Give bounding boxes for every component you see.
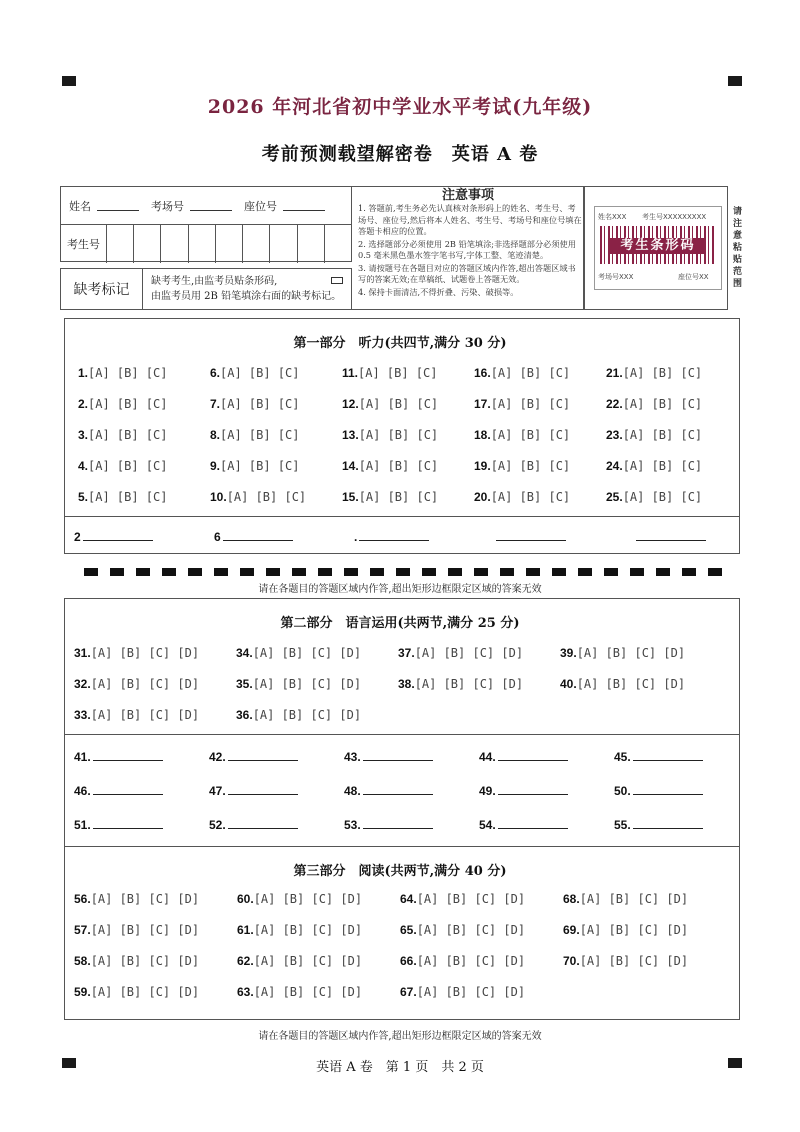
answer-options[interactable]: [A] [B] [C] [88,366,168,380]
exam-number-cell[interactable] [325,225,351,263]
answer-options[interactable]: [A] [B] [C] [D] [414,646,524,660]
exam-number-cell[interactable] [107,225,134,263]
answer-options[interactable]: [A] [B] [C] [D] [90,708,200,722]
alignment-marker [62,76,76,86]
answer-line[interactable] [228,819,298,829]
absent-text-line: 缺考考生,由监考员贴条形码, [151,276,278,287]
question-number: 2. [78,397,89,411]
question-number: 67. [400,985,417,999]
barcode-seat-text: 座位号XX [678,273,709,281]
mc-question[interactable] [400,954,525,968]
answer-options[interactable]: [A] [B] [C] [D] [414,677,524,691]
exam-number-cell[interactable] [243,225,270,263]
answer-line[interactable] [228,785,298,795]
question-number: 44. [479,750,496,764]
question-number: 6. [210,366,221,380]
answer-options[interactable]: [A] [B] [C] [490,366,571,380]
question-number: 66. [400,954,417,968]
answer-options[interactable]: [A] [B] [C] [358,397,439,411]
question-number: 55. [614,818,631,832]
answer-options[interactable]: [A] [B] [C] [220,459,300,473]
answer-options[interactable]: [A] [B] [C] [490,459,571,473]
mc-question[interactable] [400,985,525,999]
name-field[interactable] [97,201,139,211]
answer-line[interactable] [498,819,568,829]
part2-title: 第二部分 语言运用(共两节,满分 25 分) [280,616,520,631]
answer-options[interactable]: [A] [B] [C] [D] [416,985,526,999]
question-number: 22. [606,397,623,411]
question-number: 15. [342,490,359,504]
part1-title: 第一部分 听力(共四节,满分 30 分) [293,336,507,351]
answer-options[interactable]: [A] [B] [C] [D] [579,954,689,968]
question-number: 24. [606,459,623,473]
mc-question[interactable] [606,366,702,380]
answer-options[interactable]: [A] [B] [C] [358,366,438,380]
question-number: 12. [342,397,359,411]
mc-question[interactable] [474,459,570,473]
answer-line[interactable] [228,751,298,761]
mc-question[interactable] [74,985,199,999]
answer-line[interactable] [223,531,293,541]
question-number: 18. [474,428,491,442]
exam-number-label: 考生号 [61,225,107,263]
answer-options[interactable]: [A] [B] [C] [220,397,300,411]
fill-blank-question[interactable] [634,530,706,544]
name-label: 姓名 [69,199,91,213]
question-number: 50. [614,784,631,798]
barcode-room-text: 考场号XXX [598,273,634,281]
mc-question[interactable] [78,459,168,473]
absent-instructions [143,269,351,309]
answer-options[interactable]: [A] [B] [C] [220,366,300,380]
mc-question[interactable] [342,397,438,411]
mc-question[interactable] [78,397,168,411]
fill-blank-question[interactable] [344,818,433,832]
answer-line[interactable] [496,531,566,541]
fill-blank-question[interactable] [494,530,566,544]
room-field[interactable] [190,201,232,211]
fill-blank-question[interactable] [209,818,298,832]
fill-blank-question[interactable] [479,750,568,764]
question-number: 61. [237,923,254,937]
question-number: 47. [209,784,226,798]
question-number: 49. [479,784,496,798]
question-number: 19. [474,459,491,473]
dashed-divider [84,568,724,576]
mc-question[interactable] [474,366,570,380]
fill-blank-question[interactable] [209,784,298,798]
fill-blank-question[interactable] [479,818,568,832]
question-number: 52. [209,818,226,832]
question-number: 4. [78,459,89,473]
question-number: 62. [237,954,254,968]
question-number: 48. [344,784,361,798]
answer-options[interactable]: [A] [B] [C] [88,459,168,473]
mc-question[interactable] [342,428,438,442]
fill-blank-question[interactable] [209,750,298,764]
fill-blank-question[interactable] [74,750,163,764]
mc-question[interactable] [237,954,362,968]
fill-blank-question[interactable] [614,784,703,798]
alignment-marker [728,76,742,86]
note-item: 4. 保持卡面清洁,不得折叠、污染、破损等。 [358,286,519,297]
question-number: 45. [614,750,631,764]
barcode-label: 考生条形码 [610,238,706,254]
answer-line[interactable] [498,751,568,761]
question-number: 64. [400,892,417,906]
student-info-box [60,186,352,262]
fill-blank-question[interactable] [74,530,153,544]
mc-question[interactable] [237,923,362,937]
answer-options[interactable]: [A] [B] [C] [622,366,703,380]
fill-blank-question[interactable] [614,818,703,832]
question-number: . [354,530,358,544]
answer-line[interactable] [93,785,163,795]
exam-number-cell[interactable] [298,225,325,263]
mc-question[interactable] [236,708,361,722]
question-number: 70. [563,954,580,968]
answer-options[interactable]: [A] [B] [C] [490,490,571,504]
absent-mark-box [60,268,352,310]
answer-options[interactable]: [A] [B] [C] [D] [416,892,526,906]
answer-options[interactable]: [A] [B] [C] [358,490,439,504]
page-footer: 英语 A 卷 第 1 页 共 2 页 [316,1060,484,1075]
question-number: 40. [560,677,577,691]
mc-question[interactable] [563,923,688,937]
mc-question[interactable] [400,923,525,937]
answer-options[interactable]: [A] [B] [C] [88,490,168,504]
mc-question[interactable] [563,954,688,968]
answer-options[interactable]: [A] [B] [C] [D] [252,646,362,660]
answer-options[interactable]: [A] [B] [C] [D] [252,677,362,691]
exam-number-cell[interactable] [216,225,243,263]
area-instruction: 请在各题目的答题区域内作答,超出矩形边框限定区域的答案无效 [258,584,542,595]
answer-options[interactable]: [A] [B] [C] [88,397,168,411]
question-number: 65. [400,923,417,937]
answer-line[interactable] [363,819,433,829]
answer-line[interactable] [363,751,433,761]
fill-blank-question[interactable] [74,784,163,798]
student-info-row [61,187,351,225]
fill-blank-question[interactable] [614,750,703,764]
answer-line[interactable] [93,751,163,761]
answer-options[interactable]: [A] [B] [C] [358,428,439,442]
answer-options[interactable]: [A] [B] [C] [358,459,439,473]
exam-number-cell[interactable] [189,225,216,263]
note-item: 3. 请按题号在各题目对应的答题区域内作答,超出答题区域书写的答案无效;在草稿纸、试题卷上答题无效。 [358,262,576,284]
question-number: 39. [560,646,577,660]
mc-question[interactable] [237,892,362,906]
answer-options[interactable]: [A] [B] [C] [D] [252,708,362,722]
barcode-exam-number-text: 考生号XXXXXXXXX [642,213,707,221]
question-number: 56. [74,892,91,906]
mc-question[interactable] [237,985,362,999]
question-number: 57. [74,923,91,937]
question-number: 7. [210,397,221,411]
seat-field[interactable] [283,201,325,211]
barcode-name-text: 姓名XXX [598,213,627,221]
notes-list [358,203,582,299]
question-number: 36. [236,708,253,722]
mc-question[interactable] [210,490,306,504]
divider [64,734,740,735]
question-number: 42. [209,750,226,764]
question-number: 1. [78,366,89,380]
answer-options[interactable]: [A] [B] [C] [D] [253,923,363,937]
answer-options[interactable]: [A] [B] [C] [D] [90,677,200,691]
answer-options[interactable]: [A] [B] [C] [226,490,307,504]
answer-line[interactable] [363,785,433,795]
answer-line[interactable] [93,819,163,829]
answer-options[interactable]: [A] [B] [C] [220,428,300,442]
answer-options[interactable]: [A] [B] [C] [490,397,571,411]
question-number: 59. [74,985,91,999]
mc-question[interactable] [342,490,438,504]
part3-title: 第三部分 阅读(共两节,满分 40 分) [293,864,507,879]
answer-options[interactable]: [A] [B] [C] [D] [253,954,363,968]
mc-question[interactable] [74,954,199,968]
exam-number-cell[interactable] [161,225,188,263]
mc-question[interactable] [78,428,168,442]
paper-subtitle: 考前预测载望解密卷 英语 A 卷 [261,144,539,165]
fill-blank-question[interactable] [479,784,568,798]
divider [64,846,740,847]
answer-options[interactable]: [A] [B] [C] [D] [576,677,686,691]
exam-title: 2026 年河北省初中学业水平考试(九年级) [207,96,593,118]
exam-number-cell[interactable] [134,225,161,263]
question-number: 8. [210,428,221,442]
notes-title: 注意事项 [441,188,494,203]
answer-options[interactable]: [A] [B] [C] [88,428,168,442]
answer-line[interactable] [359,531,429,541]
question-number: 16. [474,366,491,380]
question-number: 58. [74,954,91,968]
question-number: 31. [74,646,91,660]
question-number: 13. [342,428,359,442]
note-item: 1. 答题前,考生务必先认真核对条形码上的姓名、考生号、考场号、座位号,然后将本人姓名、考生号、考场号和座位号填在答题卡相应的位置。 [358,203,582,236]
question-number: 37. [398,646,415,660]
mc-question[interactable] [398,646,523,660]
answer-options[interactable]: [A] [B] [C] [D] [576,646,686,660]
mc-question[interactable] [400,892,525,906]
answer-options[interactable]: [A] [B] [C] [D] [579,892,689,906]
question-number: 63. [237,985,254,999]
fill-blank-question[interactable] [74,818,163,832]
question-number: 33. [74,708,91,722]
answer-options[interactable]: [A] [B] [C] [D] [90,646,200,660]
question-number: 2 [74,530,81,544]
answer-options[interactable]: [A] [B] [C] [490,428,571,442]
mc-question[interactable] [74,677,199,691]
question-number: 68. [563,892,580,906]
question-number: 35. [236,677,253,691]
answer-line[interactable] [83,531,153,541]
answer-options[interactable]: [A] [B] [C] [622,490,703,504]
fill-blank-question[interactable] [354,530,429,544]
answer-options[interactable]: [A] [B] [C] [D] [253,985,363,999]
question-number: 69. [563,923,580,937]
mc-question[interactable] [210,428,300,442]
answer-options[interactable]: [A] [B] [C] [D] [90,985,200,999]
answer-options[interactable]: [A] [B] [C] [D] [253,892,363,906]
note-item: 2. 选择题部分必须使用 2B 铅笔填涂;非选择题部分必须使用 0.5 毫米黑色墨水签字笔书写,字体工整、笔迹清楚。 [358,238,576,260]
question-number: 11. [342,366,359,380]
fill-blank-question[interactable] [344,750,433,764]
answer-options[interactable]: [A] [B] [C] [622,397,703,411]
question-number: 20. [474,490,491,504]
mc-question[interactable] [560,646,685,660]
question-number: 60. [237,892,254,906]
answer-line[interactable] [633,819,703,829]
answer-options[interactable]: [A] [B] [C] [D] [90,954,200,968]
question-number: 43. [344,750,361,764]
question-number: 34. [236,646,253,660]
question-number: 38. [398,677,415,691]
mc-question[interactable] [563,892,688,906]
question-number: 14. [342,459,359,473]
question-number: 9. [210,459,221,473]
question-number: 21. [606,366,623,380]
fill-blank-question[interactable] [214,530,293,544]
answer-options[interactable]: [A] [B] [C] [D] [416,923,526,937]
answer-line[interactable] [633,751,703,761]
mc-question[interactable] [78,490,168,504]
mc-question[interactable] [236,677,361,691]
question-number: 23. [606,428,623,442]
answer-options[interactable]: [A] [B] [C] [D] [90,923,200,937]
divider [64,516,740,517]
barcode-side-note: 请注意粘贴范围 [733,207,743,289]
exam-number-cell[interactable] [270,225,297,263]
question-number: 6 [214,530,221,544]
mc-question[interactable] [236,646,361,660]
question-number: 53. [344,818,361,832]
answer-options[interactable]: [A] [B] [C] [622,428,703,442]
question-number: 5. [78,490,89,504]
question-number: 32. [74,677,91,691]
answer-line[interactable] [636,531,706,541]
seat-label: 座位号 [244,199,277,213]
question-number: 51. [74,818,91,832]
mc-question[interactable] [74,892,199,906]
mc-question[interactable] [210,366,300,380]
answer-options[interactable]: [A] [B] [C] [D] [579,923,689,937]
mc-question[interactable] [474,397,570,411]
absent-label: 缺考标记 [61,269,143,309]
question-number: 46. [74,784,91,798]
mc-question[interactable] [606,428,702,442]
absent-text-line: 由监考员用 2B 铅笔填涂右面的缺考标记。 [151,291,342,302]
question-number: 3. [78,428,89,442]
answer-options[interactable]: [A] [B] [C] [D] [416,954,526,968]
mc-question[interactable] [74,646,199,660]
mc-question[interactable] [560,677,685,691]
question-number: 41. [74,750,91,764]
mc-question[interactable] [398,677,523,691]
answer-options[interactable]: [A] [B] [C] [D] [90,892,200,906]
mc-question[interactable] [78,366,168,380]
mc-question[interactable] [74,923,199,937]
exam-number-row [61,225,351,263]
mc-question[interactable] [606,397,702,411]
mc-question[interactable] [474,428,570,442]
area-instruction: 请在各题目的答题区域内作答,超出矩形边框限定区域的答案无效 [258,1031,542,1042]
absent-checkbox[interactable] [331,277,343,284]
room-label: 考场号 [151,199,184,213]
mc-question[interactable] [74,708,199,722]
question-number: 10. [210,490,227,504]
mc-question[interactable] [210,397,300,411]
question-number: 25. [606,490,623,504]
question-number: 54. [479,818,496,832]
mc-question[interactable] [342,459,438,473]
answer-line[interactable] [633,785,703,795]
fill-blank-question[interactable] [344,784,433,798]
mc-question[interactable] [606,459,702,473]
answer-line[interactable] [498,785,568,795]
mc-question[interactable] [342,366,438,380]
answer-options[interactable]: [A] [B] [C] [622,459,703,473]
mc-question[interactable] [474,490,570,504]
mc-question[interactable] [606,490,702,504]
question-number: 17. [474,397,491,411]
mc-question[interactable] [210,459,300,473]
